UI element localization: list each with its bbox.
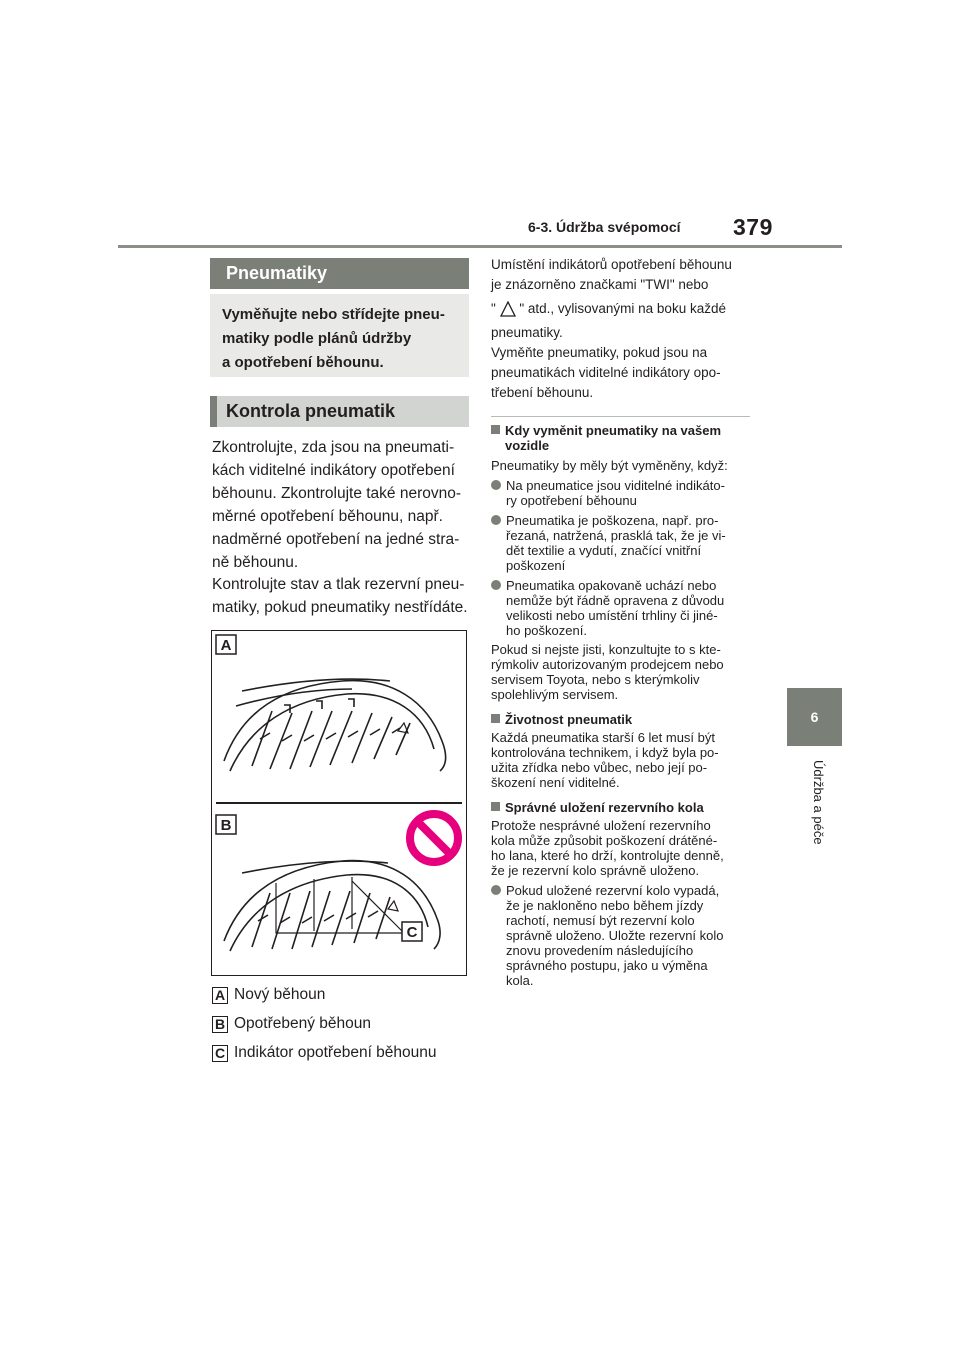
quote-open: " bbox=[491, 301, 496, 316]
figure-label-c bbox=[402, 922, 422, 941]
heading-kontrola: Kontrola pneumatik bbox=[210, 396, 469, 427]
list-item: Pneumatika opakovaně uchází nebo nemůže být řádně opravena z důvodu velikosti nebo umístění trhliny či jiné- ho poškození. bbox=[491, 578, 751, 638]
tire-new-illustration bbox=[224, 679, 446, 771]
triangle-mark-icon bbox=[500, 301, 516, 317]
text-line: kách viditelné indikátory opotřebení bbox=[212, 462, 455, 479]
text-line: Kontrolujte stav a tlak rezervní pneu- bbox=[212, 576, 465, 593]
legend-text: Nový běhoun bbox=[234, 986, 326, 1003]
legend-key: A bbox=[212, 987, 228, 1004]
svg-text:C: C bbox=[406, 924, 418, 941]
spare-paragraph bbox=[212, 573, 468, 619]
legend-item-c bbox=[212, 1043, 437, 1063]
text-block: Protože nesprávné uložení rezervního kola může způsobit poškození drátěné- ho lana, které ho drží, kontrolujte denně, že je rezervní kolo správně uloženo. bbox=[491, 818, 724, 878]
replace-section bbox=[491, 423, 751, 988]
text-line: pneumatikách viditelné indikátory opo- bbox=[491, 365, 721, 380]
text-line: je znázorněno značkami "TWI" nebo bbox=[491, 277, 709, 292]
chapter-tab[interactable]: 6 bbox=[787, 688, 842, 746]
text-line: pneumatiky. bbox=[491, 325, 563, 340]
text-line: měrné opotřebení běhounu, např. bbox=[212, 508, 443, 525]
text-line bbox=[491, 299, 751, 319]
header-rule bbox=[118, 245, 842, 248]
intro-line: matiky podle plánů údržby bbox=[222, 330, 412, 347]
text-line: matiky, pokud pneumatiky nestřídáte. bbox=[212, 599, 468, 616]
text-segment: " atd., vylisovanými na boku každé bbox=[519, 301, 726, 316]
intro-box bbox=[210, 294, 469, 377]
text-line: Vyměňte pneumatiky, pokud jsou na bbox=[491, 345, 708, 360]
legend-text: Opotřebený běhoun bbox=[234, 1015, 372, 1032]
text-line: Zkontrolujte, zda jsou na pneumati- bbox=[212, 439, 455, 456]
page-number: 379 bbox=[733, 214, 773, 240]
text-line: ně běhounu. bbox=[212, 554, 299, 571]
section-rule bbox=[491, 416, 750, 417]
figure-label-b bbox=[216, 815, 236, 834]
round-bullet-icon bbox=[491, 580, 501, 590]
legend-text: Indikátor opotřebení běhounu bbox=[234, 1044, 437, 1061]
twi-paragraph bbox=[491, 255, 751, 403]
round-bullet-icon bbox=[491, 480, 501, 490]
tire-figure bbox=[211, 630, 467, 976]
square-bullet-icon bbox=[491, 425, 500, 434]
text-line: Pneumatiky by měly být vyměněny, když: bbox=[491, 458, 728, 473]
heading-pneumatiky: Pneumatiky bbox=[210, 258, 469, 289]
round-bullet-icon bbox=[491, 515, 501, 525]
text-line: nadměrné opotřebení na jedné stra- bbox=[212, 531, 460, 548]
prohibition-icon bbox=[410, 814, 458, 862]
legend-item-b bbox=[212, 1014, 371, 1034]
text-line: běhounu. Zkontrolujte také nerovno- bbox=[212, 485, 462, 502]
text-line: třebení běhounu. bbox=[491, 385, 594, 400]
list-item: Pneumatika je poškozena, např. pro- řezaná, natržená, prasklá tak, že je vi- dět textilie a vydutí, značící vnitřní poškození bbox=[491, 513, 751, 573]
square-bullet-icon bbox=[491, 714, 500, 723]
svg-text:A: A bbox=[220, 637, 232, 654]
intro-line: a opotřebení běhounu. bbox=[222, 354, 384, 371]
legend-key: B bbox=[212, 1016, 228, 1033]
check-paragraph bbox=[212, 436, 468, 574]
list-item: Pokud uložené rezervní kolo vypadá, že je nakloněno nebo během jízdy rachotí, nemusí být rezervní kolo správně uloženo. Uložte rezervní kolo znovu provedením následujícího správného postupu, jako u výměna kola. bbox=[491, 883, 751, 988]
section-heading: Kdy vyměnit pneumatiky na vašem vozidle bbox=[491, 423, 751, 453]
section-heading: Životnost pneumatik bbox=[491, 712, 751, 727]
text-line: Umístění indikátorů opotřebení běhounu bbox=[491, 257, 732, 272]
svg-text:B: B bbox=[220, 817, 232, 834]
round-bullet-icon bbox=[491, 885, 501, 895]
list-item: Na pneumatice jsou viditelné indikáto- ry opotřebení běhounu bbox=[491, 478, 751, 508]
section-title: 6-3. Údržba svépomocí bbox=[528, 219, 681, 235]
section-heading: Správné uložení rezervního kola bbox=[491, 800, 751, 815]
square-bullet-icon bbox=[491, 802, 500, 811]
intro-line: Vyměňujte nebo střídejte pneu- bbox=[222, 306, 445, 323]
legend-key: C bbox=[212, 1045, 228, 1062]
legend-item-a bbox=[212, 985, 325, 1005]
figure-label-a bbox=[216, 635, 236, 654]
text-block: Pokud si nejste jisti, konzultujte to s kte- rýmkoliv autorizovaným prodejcem nebo servisem Toyota, nebo s kterýmkoliv spolehlivým servisem. bbox=[491, 642, 724, 702]
text-block: Každá pneumatika starší 6 let musí být kontrolována technikem, i když byla po- užita zřídka nebo vůbec, nebo její po- škození není viditelné. bbox=[491, 730, 719, 790]
chapter-title: Údržba a péče bbox=[811, 760, 826, 845]
